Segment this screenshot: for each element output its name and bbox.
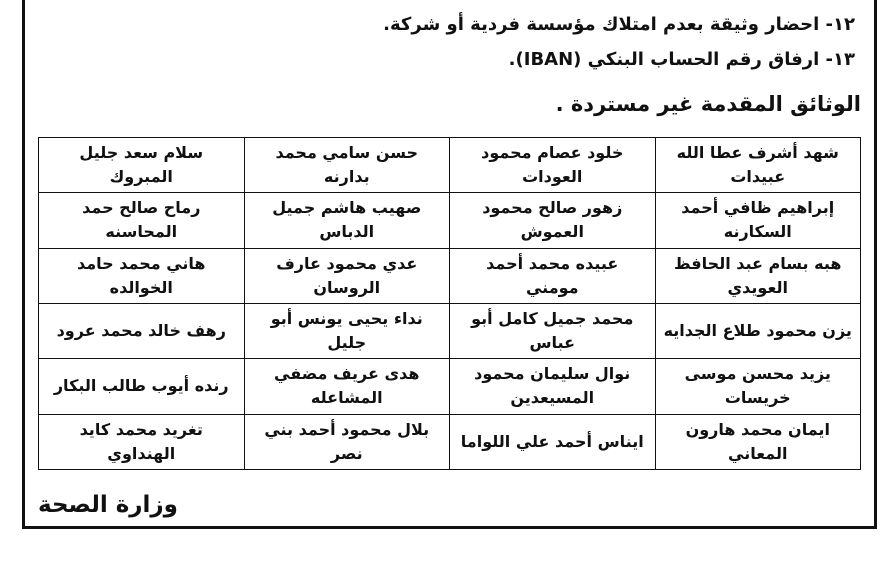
table-cell: رماح صالح حمد المحاسنه	[39, 193, 245, 248]
table-cell: إبراهيم ظافي أحمد السكارنه	[655, 193, 861, 248]
table-cell: صهيب هاشم جميل الدباس	[244, 193, 450, 248]
table-row	[39, 303, 861, 358]
table-cell: زهور صالح محمود العموش	[450, 193, 656, 248]
table-cell: رنده أيوب طالب البكار	[39, 359, 245, 414]
table-cell: يزن محمود طلاع الجدايه	[655, 303, 861, 358]
table-row	[39, 414, 861, 469]
table-cell: نداء يحيى يونس أبو جليل	[244, 303, 450, 358]
table-row	[39, 248, 861, 303]
names-table	[38, 137, 861, 470]
table-cell: نوال سليمان محمود المسيعدين	[450, 359, 656, 414]
ministry-heading: وزارة الصحة	[38, 492, 178, 518]
section-title: الوثائق المقدمة غير مستردة .	[555, 92, 861, 116]
table-cell: عدي محمود عارف الروسان	[244, 248, 450, 303]
table-cell: عبيده محمد أحمد مومني	[450, 248, 656, 303]
table-row	[39, 138, 861, 193]
table-cell: رهف خالد محمد عرود	[39, 303, 245, 358]
table-cell: محمد جميل كامل أبو عباس	[450, 303, 656, 358]
table-cell: ايناس أحمد علي اللواما	[450, 414, 656, 469]
table-cell: هبه بسام عبد الحافظ العويدي	[655, 248, 861, 303]
table-cell: سلام سعد جليل المبروك	[39, 138, 245, 193]
table-cell: هاني محمد حامد الخوالده	[39, 248, 245, 303]
table-cell: بلال محمود أحمد بني نصر	[244, 414, 450, 469]
table-cell: خلود عصام محمود العودات	[450, 138, 656, 193]
table-cell: هدى عريف مضفي المشاعله	[244, 359, 450, 414]
table-cell: شهد أشرف عطا الله عبيدات	[655, 138, 861, 193]
table-cell: تغريد محمد كايد الهنداوي	[39, 414, 245, 469]
table-cell: ايمان محمد هارون المعاني	[655, 414, 861, 469]
list-item-13: ١٣- ارفاق رقم الحساب البنكي (IBAN).	[508, 49, 855, 70]
table-row	[39, 193, 861, 248]
table-row	[39, 359, 861, 414]
list-item-12: ١٢- احضار وثيقة بعدم امتلاك مؤسسة فردية أو شركة.	[383, 14, 855, 35]
table-cell: يزيد محسن موسى خريسات	[655, 359, 861, 414]
table-cell: حسن سامي محمد بدارنه	[244, 138, 450, 193]
